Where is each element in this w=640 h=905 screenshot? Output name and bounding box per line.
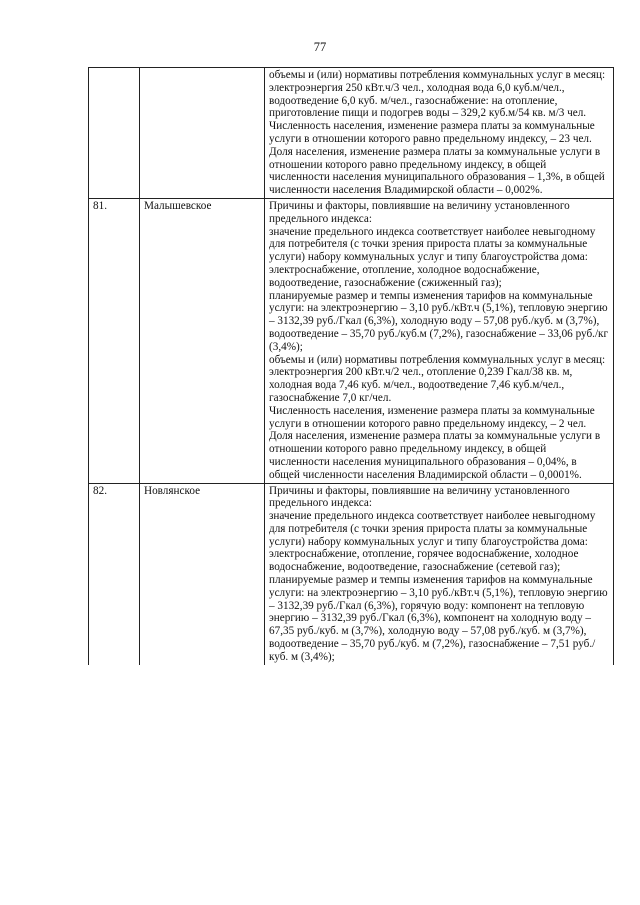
- paragraph: Причины и факторы, повлиявшие на величину установленного предельного индекса:: [269, 484, 570, 510]
- paragraph: Причины и факторы, повлиявшие на величину установленного предельного индекса:: [269, 199, 570, 225]
- municipality-name-cell: Малышевское: [140, 198, 265, 483]
- table-row: [89, 483, 614, 665]
- paragraph: планируемые размер и темпы изменения тарифов на коммунальные услуги: на электроэнергию – 3,10 руб./кВт.ч (5,1%), тепловую энергию – 3132,39 руб./Гкал (6,3%), горячую воду: компонент на тепловую энергию – 3132,39 руб./Гкал (6,3%), компонент на холодную воду – 67,35 руб./куб. м (3,7%), холодную воду – 57,08 руб./куб. м (3,7%), водоотведение – 35,70 руб./куб. м (7,2%), газоснабжение – 7,51 руб./куб. м (3,4%);: [269, 574, 608, 663]
- municipality-name-cell: [140, 68, 265, 199]
- paragraph: объемы и (или) нормативы потребления коммунальных услуг в месяц: электроэнергия 200 кВт.ч/2 чел., отопление 0,239 Гкал/38 кв. м, холодная вода 7,46 куб. м/чел., водоотведение 7,46 куб.м/чел., газоснабжение 7,0 кг/чел.: [269, 353, 606, 404]
- description-cell: [265, 483, 614, 665]
- row-number-cell: [89, 68, 140, 199]
- page-number: 77: [313, 40, 327, 54]
- row-number-cell: 82.: [89, 483, 140, 665]
- paragraph: Численность населения, изменение размера платы за коммунальные услуги в отношении которого равно предельному индексу, – 23 чел.: [269, 120, 595, 145]
- paragraph: Доля населения, изменение размера платы за коммунальные услуги в отношении которого равно предельному индексу, в общей численности населения муниципального образования – 0,04%, в общей численности населения Владимирской области – 0,0001%.: [269, 430, 601, 481]
- paragraph: Доля населения, изменение размера платы за коммунальные услуги в отношении которого равно предельному индексу, в общей численности населения муниципального образования – 1,3%, в общей численности населения Владимирской области – 0,002%.: [269, 145, 605, 197]
- indices-table: [88, 67, 614, 665]
- paragraph: объемы и (или) нормативы потребления коммунальных услуг в месяц: электроэнергия 250 кВт.ч/3 чел., холодная вода 6,0 куб.м/чел., водоотведение 6,0 куб. м/чел., газоснабжение: на отопление, приготовление пищи и подогрев воды – 329,2 куб.м/54 кв. м/3 чел.: [269, 69, 606, 120]
- row-number-cell: 81.: [89, 198, 140, 483]
- table-row: [89, 68, 614, 199]
- paragraph: планируемые размер и темпы изменения тарифов на коммунальные услуги: на электроэнергию – 3,10 руб./кВт.ч (5,1%), тепловую энергию – 3132,39 руб./Гкал (6,3%), холодную воду – 57,08 руб./куб. м (3,7%), водоотведение – 35,70 руб./куб.м (7,2%), газоснабжение – 33,06 руб./кг (3,4%);: [269, 289, 609, 353]
- description-cell: [265, 68, 614, 199]
- paragraph: значение предельного индекса соответствует наиболее невыгодному для потребителя (с точки зрения прироста платы за коммунальные услуги) набору коммунальных услуг и типу благоустройства дома: электроснабжение, отопление, горячее водоснабжение, холодное водоснабжение, водоотведение, газоснабжение (сетевой газ);: [269, 510, 596, 574]
- paragraph: значение предельного индекса соответствует наиболее невыгодному для потребителя (с точки зрения прироста платы за коммунальные услуги) набору коммунальных услуг и типу благоустройства дома: электроснабжение, отопление, холодное водоснабжение, водоотведение, газоснабжение (сжиженный газ);: [269, 225, 596, 289]
- table-row: [89, 198, 614, 483]
- description-cell: [265, 198, 614, 483]
- paragraph: Численность населения, изменение размера платы за коммунальные услуги в отношении которого равно предельному индексу, – 2 чел.: [269, 404, 595, 430]
- municipality-name-cell: Новлянское: [140, 483, 265, 665]
